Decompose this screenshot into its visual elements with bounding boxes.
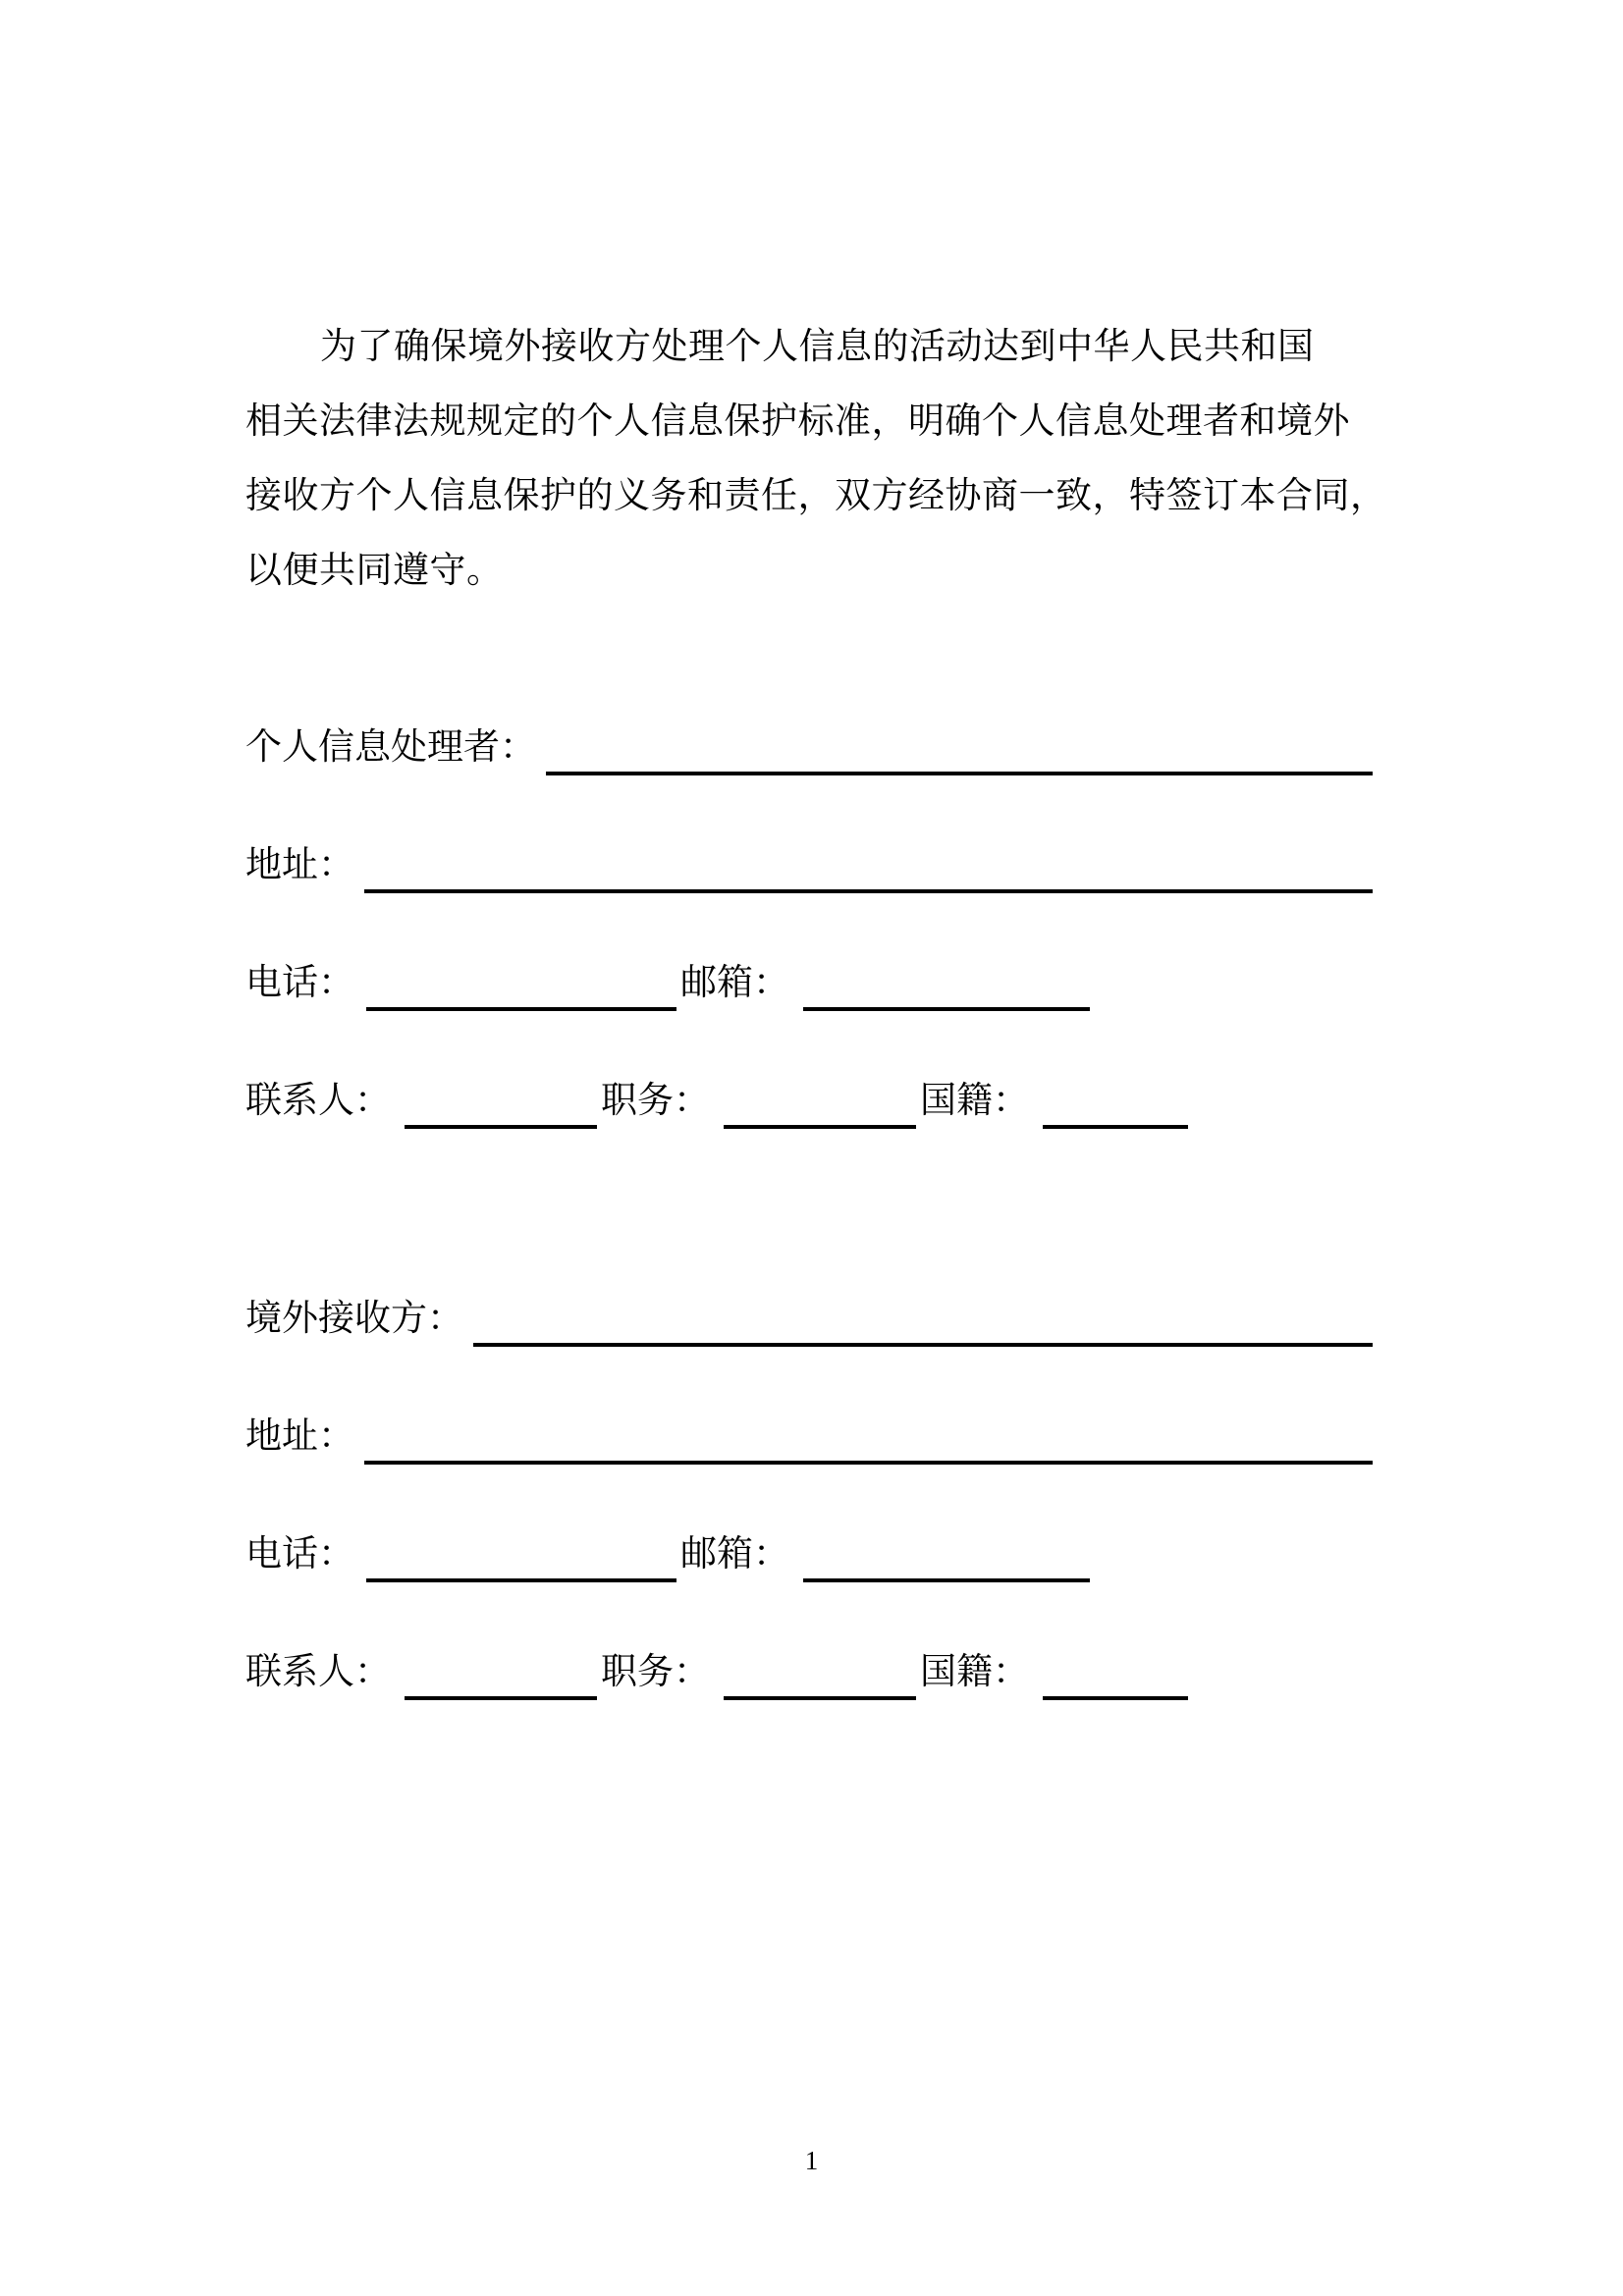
recipient-contact-row bbox=[245, 1628, 1373, 1700]
recipient-position-input[interactable] bbox=[724, 1657, 916, 1700]
recipient-contact-input[interactable] bbox=[405, 1657, 597, 1700]
page-number: 1 bbox=[804, 2146, 819, 2175]
intro-paragraph-line-1: 为了确保境外接收方处理个人信息的活动达到中华人民共和国 bbox=[320, 327, 1315, 367]
overseas-recipient-block bbox=[245, 1274, 1373, 1700]
processor-contact-input[interactable] bbox=[405, 1086, 597, 1129]
intro-paragraph-line-2: 相关法律法规规定的个人信息保护标准，明确个人信息处理者和境外 bbox=[245, 401, 1350, 442]
top-spacer bbox=[245, 0, 1373, 310]
recipient-email-input[interactable] bbox=[803, 1539, 1090, 1582]
recipient-address-label: 地址： bbox=[245, 1416, 354, 1457]
recipient-address-input[interactable] bbox=[364, 1421, 1373, 1465]
recipient-phone-label: 电话： bbox=[245, 1534, 354, 1575]
processor-name-input[interactable] bbox=[546, 732, 1373, 775]
processor-email-label: 邮箱： bbox=[680, 963, 789, 1003]
recipient-email-label: 邮箱： bbox=[680, 1534, 789, 1575]
processor-nationality-label: 国籍： bbox=[920, 1081, 1029, 1121]
intro-paragraph-line-4: 以便共同遵守。 bbox=[245, 551, 504, 591]
processor-address-row bbox=[245, 821, 1373, 893]
paragraph-to-form-gap bbox=[245, 609, 1373, 703]
document-content bbox=[245, 0, 1387, 1700]
processor-nationality-input[interactable] bbox=[1043, 1086, 1188, 1129]
processor-address-input[interactable] bbox=[364, 850, 1373, 893]
processor-name-label: 个人信息处理者： bbox=[245, 727, 536, 768]
processor-phone-email-row bbox=[245, 938, 1373, 1011]
processor-contact-label: 联系人： bbox=[245, 1081, 391, 1121]
intro-paragraph-line-3: 接收方个人信息保护的义务和责任，双方经协商一致，特签订本合同， bbox=[245, 476, 1387, 516]
recipient-address-row bbox=[245, 1392, 1373, 1465]
processor-position-label: 职务： bbox=[601, 1081, 710, 1121]
processor-email-input[interactable] bbox=[803, 968, 1090, 1011]
processor-address-label: 地址： bbox=[245, 845, 354, 885]
recipient-nationality-input[interactable] bbox=[1043, 1657, 1188, 1700]
recipient-contact-label: 联系人： bbox=[245, 1652, 391, 1692]
recipient-phone-input[interactable] bbox=[366, 1539, 676, 1582]
processor-contact-row bbox=[245, 1056, 1373, 1129]
personal-information-processor-block bbox=[245, 703, 1373, 1129]
processor-name-row bbox=[245, 703, 1373, 775]
recipient-nationality-label: 国籍： bbox=[920, 1652, 1029, 1692]
intro-paragraph bbox=[245, 310, 1387, 609]
recipient-name-row bbox=[245, 1274, 1373, 1347]
recipient-phone-email-row bbox=[245, 1510, 1373, 1582]
block-separator-gap bbox=[245, 1129, 1373, 1274]
recipient-position-label: 职务： bbox=[601, 1652, 710, 1692]
recipient-name-label: 境外接收方： bbox=[245, 1299, 463, 1339]
processor-phone-input[interactable] bbox=[366, 968, 676, 1011]
processor-position-input[interactable] bbox=[724, 1086, 916, 1129]
processor-phone-label: 电话： bbox=[245, 963, 354, 1003]
recipient-name-input[interactable] bbox=[473, 1304, 1373, 1347]
